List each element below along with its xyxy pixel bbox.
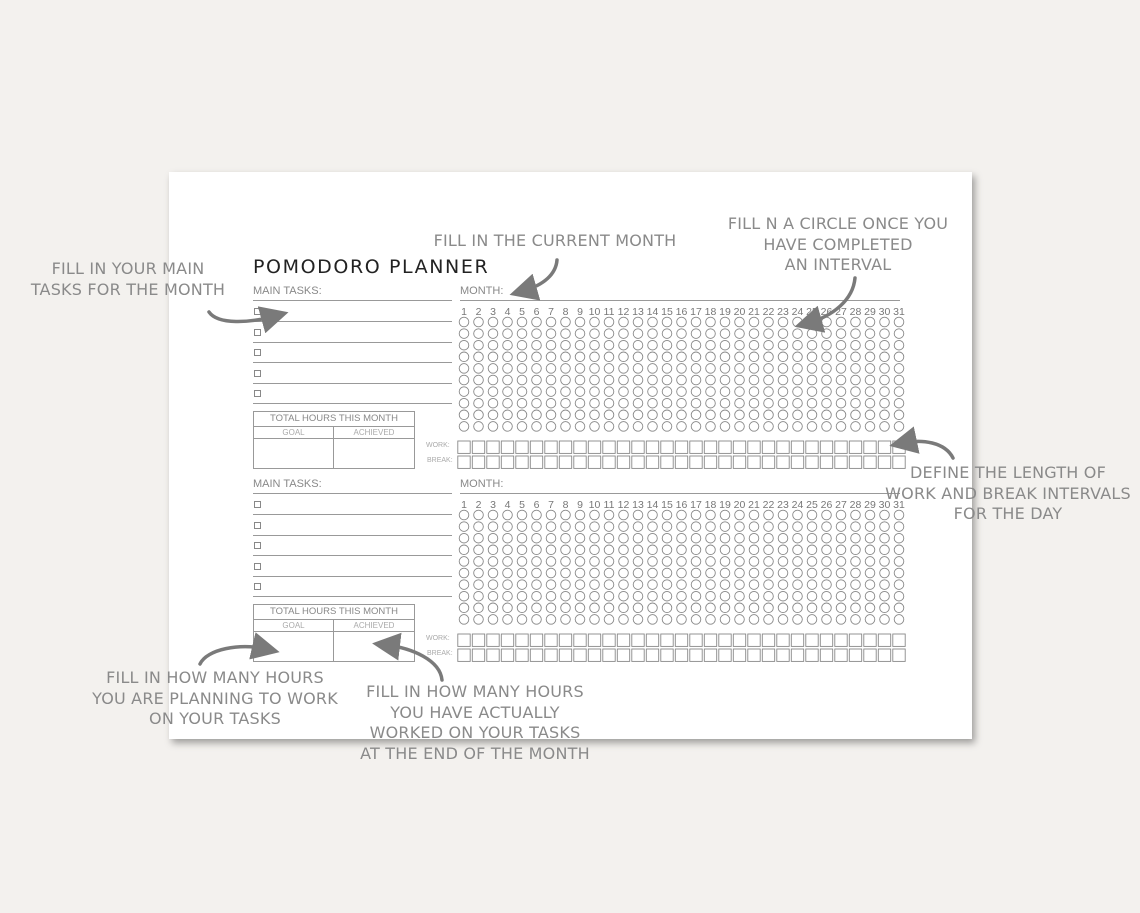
annotation-line: FOR THE DAY [953,504,1063,523]
annotation-line: DEFINE THE LENGTH OF [909,463,1107,482]
day-number: 26 [820,306,833,318]
day-number: 31 [893,499,905,511]
day-number: 18 [704,306,717,318]
day-number: 14 [646,306,659,318]
day-number: 12 [617,499,630,511]
day-number: 30 [878,499,891,511]
day-number: 6 [533,306,540,318]
day-number: 20 [733,499,746,511]
day-number: 2 [475,306,482,318]
annotation-line: FILL IN HOW MANY HOURS [366,682,584,701]
day-number: 29 [864,499,876,511]
day-number: 24 [791,306,804,318]
day-number: 23 [777,499,789,511]
total-hours-title: TOTAL HOURS THIS MONTH [254,605,414,620]
arrow-current-month [523,260,557,291]
day-number: 19 [719,499,731,511]
annotation-line: WORKED ON YOUR TASKS [369,723,581,742]
annotation-line: FILL IN YOUR MAIN [51,259,205,278]
annotation-line: FILL N A CIRCLE ONCE YOU [727,214,949,233]
day-number: 29 [864,306,876,318]
annotation-line: WORK AND BREAK INTERVALS [885,483,1131,503]
day-number: 22 [762,306,775,318]
day-number: 6 [533,499,540,511]
main-tasks-label: MAIN TASKS: [253,478,322,490]
goal-label: GOAL [254,620,334,632]
day-number: 18 [704,499,717,511]
day-number: 27 [835,306,847,318]
annotation-line: FILL IN HOW MANY HOURS [106,668,324,687]
arrow-circle [808,278,855,323]
day-number: 3 [490,499,496,511]
annotation-line: TASKS FOR THE MONTH [30,279,226,299]
work-label: WORK: [426,635,450,642]
month-label: MONTH: [460,478,504,490]
day-number: 14 [646,499,659,511]
day-number: 13 [632,306,644,318]
day-number: 28 [849,306,862,318]
day-number: 19 [719,306,731,318]
arrow-achieved-hours [386,645,442,680]
day-number: 5 [519,499,525,511]
day-number: 22 [762,499,775,511]
day-number: 25 [806,499,818,511]
day-number: 9 [577,499,583,511]
day-number: 3 [490,306,496,318]
day-number: 16 [675,499,688,511]
day-number: 17 [690,306,702,318]
month-label: MONTH: [460,285,504,297]
day-number: 20 [733,306,746,318]
arrow-intervals [903,441,953,458]
annotation-line: YOU HAVE ACTUALLY [390,702,560,722]
annotation-line: AN INTERVAL [784,255,892,274]
day-number: 1 [461,499,467,511]
day-number: 5 [519,306,525,318]
day-number: 8 [562,499,569,511]
day-number: 21 [748,306,760,318]
day-number: 28 [849,499,862,511]
break-label: BREAK: [427,650,453,657]
day-number: 2 [475,499,482,511]
day-number: 31 [893,306,905,318]
day-number: 30 [878,306,891,318]
total-hours-title: TOTAL HOURS THIS MONTH [254,412,414,427]
arrow-main-tasks [209,312,275,322]
day-number: 21 [748,499,760,511]
day-number: 10 [588,306,601,318]
day-number: 4 [504,499,511,511]
day-number: 12 [617,306,630,318]
annotation-line: HAVE COMPLETED [763,234,913,254]
day-number: 25 [806,306,818,318]
main-tasks-label: MAIN TASKS: [253,285,322,297]
break-label: BREAK: [427,457,453,464]
day-number: 11 [603,306,615,318]
planner-title: POMODORO PLANNER [253,256,490,278]
day-number: 27 [835,499,847,511]
day-number: 4 [504,306,511,318]
goal-label: GOAL [254,427,334,439]
arrow-goal-hours [200,647,266,664]
day-number: 8 [562,306,569,318]
day-number: 10 [588,499,601,511]
day-number: 7 [548,499,554,511]
day-number: 7 [548,306,554,318]
day-number: 26 [820,499,833,511]
day-number: 17 [690,499,702,511]
achieved-label: ACHIEVED [334,427,414,439]
day-number: 15 [661,306,673,318]
achieved-label: ACHIEVED [334,620,414,632]
annotation-line: FILL IN THE CURRENT MONTH [433,231,677,250]
day-number: 9 [577,306,583,318]
annotation-line: YOU ARE PLANNING TO WORK [92,688,338,708]
day-number: 11 [603,499,615,511]
day-number: 24 [791,499,804,511]
day-number: 16 [675,306,688,318]
work-label: WORK: [426,442,450,449]
day-number: 13 [632,499,644,511]
annotation-line: AT THE END OF THE MONTH [360,743,590,763]
day-number: 23 [777,306,789,318]
annotation-line: ON YOUR TASKS [149,709,281,728]
day-number: 1 [461,306,467,318]
day-number: 15 [661,499,673,511]
